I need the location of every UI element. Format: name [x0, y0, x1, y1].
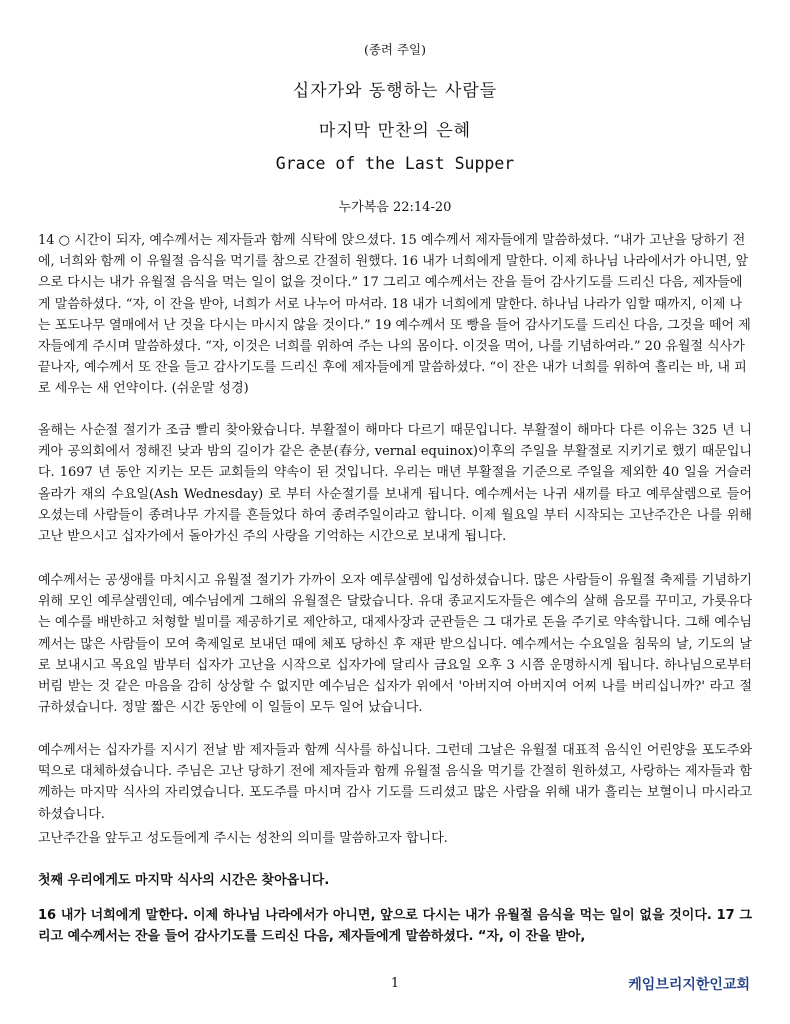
- church-name: 케임브리지한인교회: [628, 977, 750, 993]
- paragraph-last-supper: 예수께서는 십자가를 지시기 전날 밤 제자들과 함께 식사를 하십니다. 그런데 그날은 유월절 대표적 음식인 어린양을 포도주와 떡으로 대체하셨습니다. 주님은 고난 당하기 전에 제자들과 함께 유월절 음식을 먹기를 간절히 원하셨고, 사랑하는 제자들과 함께하는 마지막 식사의 자리였습니다. 포도주를 마시며 감사 기도를 드리셨고 많은 사람을 위해 내가 흘리는 보혈이니 마시라고 하셨습니다.: [38, 743, 752, 822]
- sermon-title: 십자가와 동행하는 사람들: [292, 81, 498, 101]
- point-heading: 첫째 우리에게도 마지막 식사의 시간은 찾아옵니다.: [38, 873, 330, 888]
- paragraph-purpose: 고난주간을 앞두고 성도들에게 주시는 성찬의 의미를 말씀하고자 합니다.: [38, 831, 448, 846]
- point-verse: 16 내가 너희에게 말한다. 이제 하나님 나라에서가 아니면, 앞으로 다시는 내가 유월절 음식을 먹는 일이 없을 것이다. 17 그리고 예수께서는 잔을 들어 감사기도를 드리신 다음, 제자들에게 말씀하셨다. “자, 이 잔을 받아,: [38, 908, 752, 945]
- page-number: 1: [390, 976, 400, 991]
- paragraph-passion: 예수께서는 공생애를 마치시고 유월절 절기가 가까이 오자 예루살렘에 입성하셨습니다. 많은 사람들이 유월절 축제를 기념하기 위해 모인 예루살렘인데, 예수님에게 그해의 유월절은 달랐습니다. 유대 종교지도자들은 예수의 살해 음모를 꾸미고, 가룟유다는 예수를 배반하고 처형할 빌미를 제공하기로 제안하고, 대제사장과 군관들은 그 대가로 돈을 주기로 약속합니다. 그해 예수님께서는 많은 사람들이 모여 축제일로 보내던 때에 체포 당하신 후 재판 받으십니다. 예수께서는 수요일을 침묵의 날, 기도의 날로 보내시고 목요일 밤부터 십자가 고난을 시작으로 십자가에 달리사 금요일 오후 3 시쯤 운명하시게 됩니다. 하나님으로부터 버림 받는 것 같은 마음을 감히 상상할 수 없지만 예수님은 십자가 위에서 '아버지여 아버지여 어찌 나를 버리십니까?' 라고 절규하셨습니다. 정말 짧은 시간 동안에 이 일들이 모두 일어 났습니다.: [38, 573, 752, 716]
- scripture-text: 14 ○ 시간이 되자, 예수께서는 제자들과 함께 식탁에 앉으셨다. 15 예수께서 제자들에게 말씀하셨다. “내가 고난을 당하기 전에, 너희와 함께 이 유월절 음식을 먹기를 참으로 간절히 원했다. 16 내가 너희에게 말한다. 이제 하나님 나라에서가 아니면, 앞으로 다시는 내가 유월절 음식을 먹는 일이 없을 것이다.” 17 그리고 예수께서는 잔을 들어 감사기도를 드리신 다음, 제자들에게 말씀하셨다. “자, 이 잔을 받아, 너희가 서로 나누어 마셔라. 18 내가 너희에게 말한다. 하나님 나라가 임할 때까지, 이제 나는 포도나무 열매에서 난 것을 다시는 마시지 않을 것이다.” 19 예수께서 또 빵을 들어 감사기도를 드리신 다음, 그것을 떼어 제자들에게 주시며 말씀하셨다. “자, 이것은 너희를 위하여 주는 나의 몸이다. 이것을 먹어, 나를 기념하여라.” 20 유월절 식사가 끝나자, 예수께서 또 잔을 들고 감사기도를 드리신 후에 제자들에게 말씀하셨다. “이 잔은 내가 너희를 위하여 흘리는 바, 내 피로 세우는 새 언약이다. (쉬운말 성경): [38, 233, 751, 397]
- scripture-reference: 누가복음 22:14-20: [338, 200, 452, 215]
- occasion-label: (종려 주일): [363, 42, 427, 57]
- sermon-subtitle: 마지막 만찬의 은혜: [318, 121, 472, 141]
- sermon-title-english: Grace of the Last Supper: [275, 154, 515, 173]
- paragraph-intro: 올해는 사순절 절기가 조금 빨리 찾아왔습니다. 부활절이 해마다 다르기 때문입니다. 부활절이 해마다 다른 이유는 325 년 니케아 공의회에서 정해진 낮과 밤의 길이가 같은 춘분(春分, vernal equinox)이후의 주일을 부활절로 지키기로 했기 때문입니다. 1697 년 동안 지키는 모든 교회들의 약속이 된 것입니다. 우리는 매년 부활절을 기준으로 주일을 제외한 40 일을 거슬러 올라가 재의 수요일(Ash Wednesday) 로 부터 사순절기를 보내게 됩니다. 예수께서는 나귀 새끼를 타고 예루살렘으로 들어 오셨는데 사람들이 종려나무 가지를 흔들었다 하여 종려주일이라고 합니다. 이제 월요일 부터 시작되는 고난주간은 나를 위해 고난 받으시고 십자가에서 돌아가신 주의 사랑을 기억하는 시간으로 보내게 됩니다.: [38, 423, 752, 545]
